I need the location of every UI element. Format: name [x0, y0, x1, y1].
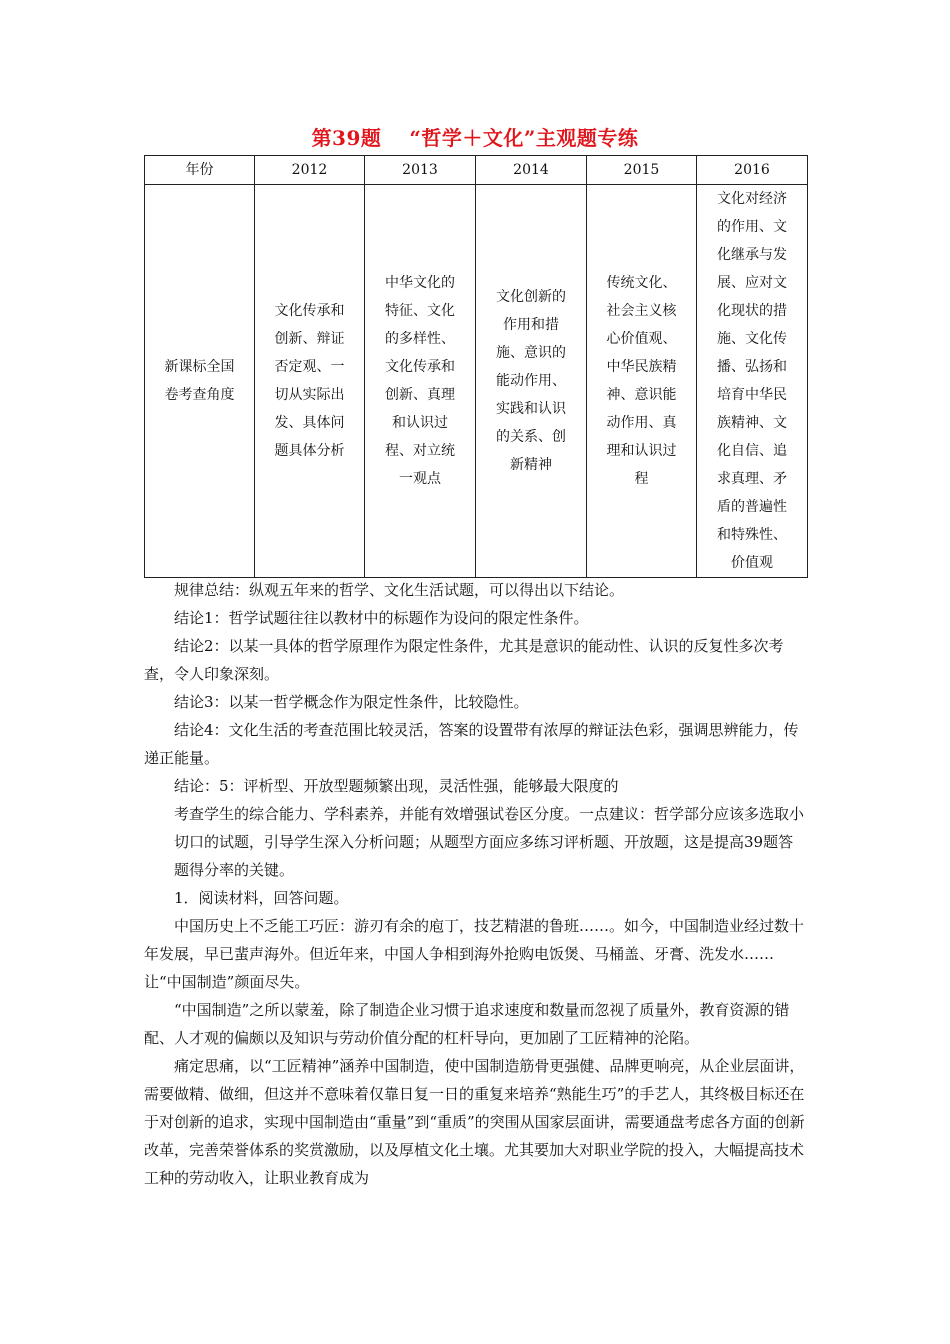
cell-line: 程、对立统: [385, 443, 455, 459]
cell-line: 一观点: [399, 471, 441, 487]
cell-line: 创新、真理: [385, 387, 455, 403]
cell-line: 施、意识的: [496, 345, 566, 361]
material-paragraph-2: “中国制造”之所以蒙羞，除了制造企业习惯于追求速度和数量而忽视了质量外，教育资源的错配、人才观的偏颇以及知识与劳动价值分配的杠杆导向，更加剧了工匠精神的沦陷。: [144, 1001, 790, 1047]
cell-line: 神、意识能: [606, 387, 677, 403]
header-2015: 2015: [587, 156, 697, 185]
cell-line: 切从实际出: [274, 387, 345, 403]
header-2014: 2014: [476, 156, 587, 185]
conclusion-1: 结论1：哲学试题往往以教材中的标题作为设问的限定性条件。: [174, 609, 589, 627]
material-paragraph-3: 痛定思痛，以“工匠精神”涵养中国制造，使中国制造筋骨更强健、品牌更响亮，从企业层面讲，需要做精、做细，但这并不意味着仅靠日复一日的重复来培养“熟能生巧”的手艺人，其终极目标还在于对创新的追求，实现中国制造由“重量”到“重质”的突围从国家层面讲，需要通盘考虑各方面的创新改革，完善荣誉体系的奖赏激励，以及厚植文化土壤。尤其要加大对职业学院的投入，大幅提高技术工种的劳动收入，让职业教育成为: [144, 1057, 805, 1187]
table-row: [145, 185, 808, 578]
cell-2016: [697, 185, 808, 578]
cell-line: 培育中华民: [717, 387, 787, 403]
question-prompt: 1．阅读材料，回答问题。: [174, 889, 349, 907]
cell-line: 作用和措: [503, 317, 559, 333]
cell-line: 化自信、追: [717, 443, 787, 459]
exam-angle-table: [144, 155, 808, 578]
cell-line: 求真理、矛: [717, 471, 787, 487]
row-label-cell: [145, 185, 255, 578]
header-year: 年份: [145, 156, 255, 185]
header-2013: 2013: [365, 156, 476, 185]
cell-line: 新精神: [510, 457, 552, 473]
table-header-row: [145, 156, 808, 185]
conclusion-2: 结论2：以某一具体的哲学原理作为限定性条件，尤其是意识的能动性、认识的反复性多次考查，令人印象深刻。: [144, 637, 784, 683]
cell-2015: [587, 185, 697, 578]
cell-line: 社会主义核: [606, 303, 677, 319]
cell-line: 的作用、文: [717, 219, 787, 235]
conclusion-4: 结论4：文化生活的考查范围比较灵活，答案的设置带有浓厚的辩证法色彩，强调思辨能力，传递正能量。: [144, 721, 799, 767]
row-label-line: 卷考查角度: [164, 387, 235, 403]
page-title: [0, 122, 950, 151]
cell-line: 盾的普遍性: [717, 499, 787, 515]
cell-line: 族精神、文: [717, 415, 787, 431]
cell-line: 文化创新的: [496, 289, 566, 305]
cell-2014: [476, 185, 587, 578]
cell-line: 施、文化传: [717, 331, 787, 347]
summary-intro: 规律总结：纵观五年来的哲学、文化生活试题，可以得出以下结论。: [174, 581, 625, 599]
cell-line: 否定观、一: [274, 359, 345, 375]
row-label-line: 新课标全国: [164, 359, 235, 375]
cell-2012: [255, 185, 365, 578]
cell-line: 题具体分析: [274, 443, 345, 459]
conclusion-5-continued: 考查学生的综合能力、学科素养，并能有效增强试卷区分度。一点建议：哲学部分应该多选取小切口的试题，引导学生深入分析问题；从题型方面应多练习评析题、开放题，这是提高39题答题得分率的关键。: [174, 805, 805, 879]
cell-line: 特征、文化: [385, 303, 455, 319]
summary-section: [144, 576, 808, 1192]
cell-line: 和特殊性、: [717, 527, 787, 543]
header-2016: 2016: [697, 156, 808, 185]
cell-line: 中华文化的: [385, 275, 455, 291]
cell-line: 播、弘扬和: [717, 359, 787, 375]
cell-line: 传统文化、: [606, 275, 677, 291]
cell-line: 心价值观、: [606, 331, 677, 347]
cell-line: 理和认识过: [606, 443, 677, 459]
cell-line: 动作用、真: [606, 415, 677, 431]
cell-line: 的多样性、: [385, 331, 455, 347]
cell-line: 文化传承和: [385, 359, 455, 375]
material-paragraph-1: 中国历史上不乏能工巧匠：游刃有余的庖丁，技艺精湛的鲁班……。如今，中国制造业经过数十年发展，早已蜚声海外。但近年来，中国人争相到海外抢购电饭煲、马桶盖、牙膏、洗发水……让“中国制造”颜面尽失。: [144, 917, 805, 991]
header-2012: 2012: [255, 156, 365, 185]
title-topic: “哲学＋文化”主观题专练: [409, 126, 639, 150]
cell-line: 能动作用、: [496, 373, 566, 389]
cell-line: 中华民族精: [606, 359, 677, 375]
cell-2013: [365, 185, 476, 578]
cell-line: 化继承与发: [717, 247, 787, 263]
title-number: 第39题: [311, 126, 382, 150]
cell-line: 发、具体问: [274, 415, 345, 431]
cell-line: 的关系、创: [496, 429, 566, 445]
cell-line: 化现状的措: [717, 303, 787, 319]
cell-line: 文化传承和: [274, 303, 345, 319]
cell-line: 文化对经济: [717, 191, 787, 207]
conclusion-3: 结论3：以某一哲学概念作为限定性条件，比较隐性。: [174, 693, 529, 711]
cell-line: 和认识过: [392, 415, 448, 431]
cell-line: 展、应对文: [717, 275, 787, 291]
cell-line: 创新、辩证: [274, 331, 345, 347]
conclusion-5: 结论：5：评析型、开放型题频繁出现，灵活性强，能够最大限度的: [174, 777, 619, 795]
cell-line: 价值观: [731, 555, 773, 571]
cell-line: 程: [634, 471, 649, 487]
cell-line: 实践和认识: [496, 401, 566, 417]
